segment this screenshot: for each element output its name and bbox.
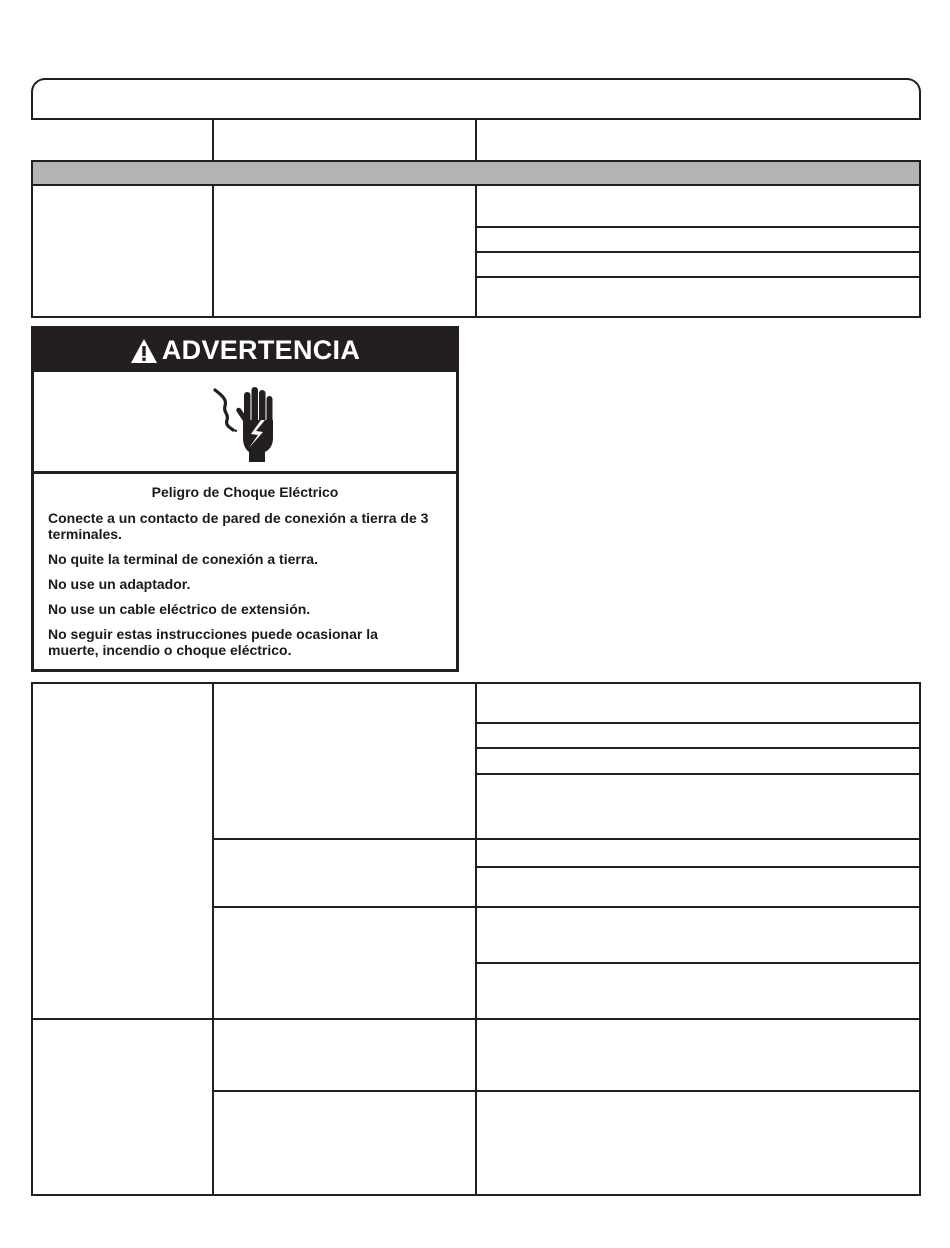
table-row-rule (475, 773, 921, 775)
table-header-divider (475, 120, 477, 161)
table-column-divider (475, 682, 477, 1196)
electric-shock-hand-icon (205, 382, 285, 464)
table-row-rule (475, 866, 921, 868)
table-row-rule (475, 226, 921, 228)
table-row-rule (475, 747, 921, 749)
table-row-rule (475, 251, 921, 253)
warning-box (31, 326, 459, 672)
warning-line: Conecte a un contacto de pared de conexión a tierra de 3 terminales. (48, 510, 429, 542)
table-section-band (33, 162, 919, 184)
table-column-divider (212, 682, 214, 1196)
table-header-divider (212, 120, 214, 161)
table-row-rule (475, 276, 921, 278)
warning-title: Peligro de Choque Eléctrico (151, 484, 339, 500)
table-row-rule (212, 906, 921, 908)
table-column-divider (212, 184, 214, 318)
table-header-rule (31, 118, 921, 120)
warning-line: No quite la terminal de conexión a tierra. (48, 551, 318, 567)
table-row-rule (212, 838, 921, 840)
warning-symbol-area (34, 375, 456, 474)
warning-line: No use un adaptador. (48, 576, 191, 592)
table-header-row (31, 78, 921, 120)
warning-triangle-icon (130, 338, 158, 364)
table-row-rule (475, 722, 921, 724)
warning-heading (34, 329, 456, 375)
table-row-rule (212, 1090, 921, 1092)
warning-line: No seguir estas instrucciones puede ocasionar la muerte, incendio o choque eléctrico. (48, 626, 378, 658)
table-row-rule (475, 962, 921, 964)
warning-heading-text: ADVERTENCIA (161, 335, 361, 365)
warning-body (34, 474, 456, 658)
table-section-rule (31, 1018, 921, 1020)
warning-line: No use un cable eléctrico de extensión. (48, 601, 311, 617)
